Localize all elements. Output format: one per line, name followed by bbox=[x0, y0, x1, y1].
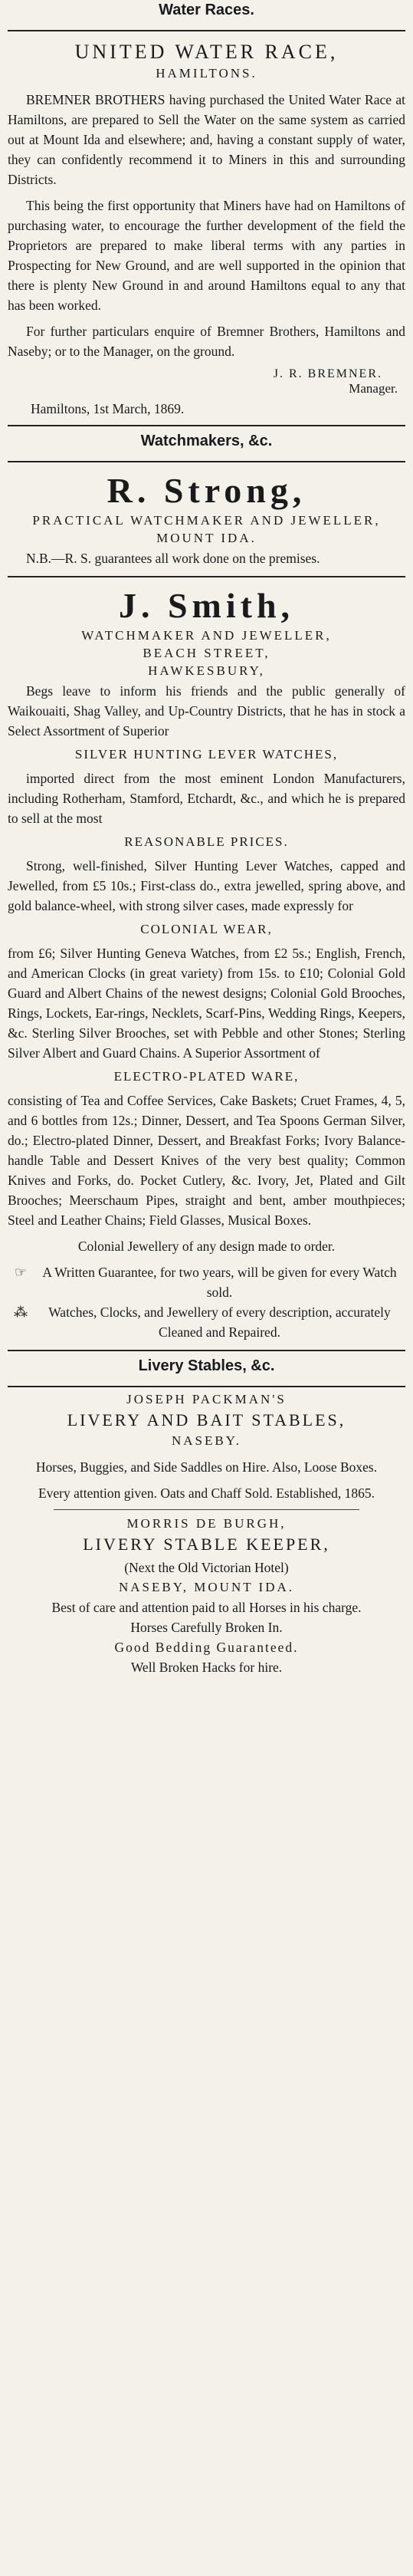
ad-paragraph: For further particulars enquire of Bremner Brothers, Hamiltons and Naseby; or to the Manager, on the ground. bbox=[8, 324, 405, 359]
ad-repairs-text: Watches, Clocks, and Jewellery of every description, accurately Cleaned and Repaired. bbox=[48, 1304, 391, 1340]
ad-place: HAMILTONS. bbox=[156, 66, 257, 81]
ad-trade: PRACTICAL WATCHMAKER AND JEWELLER, bbox=[32, 513, 381, 528]
section-rule bbox=[8, 1350, 405, 1351]
ad-place: NASEBY, MOUNT IDA. bbox=[118, 1580, 295, 1594]
ad-headline-livery-bait: LIVERY AND BAIT STABLES, bbox=[67, 1410, 346, 1429]
ad-dateline: Hamiltons, 1st March, 1869. bbox=[31, 401, 185, 416]
ad-address: (Next the Old Victorian Hotel) bbox=[124, 1560, 289, 1575]
ad-paragraph: Good Bedding Guaranteed. bbox=[114, 1640, 299, 1655]
ad-trade: WATCHMAKER AND JEWELLER, bbox=[81, 628, 332, 643]
ad-subhead: REASONABLE PRICES. bbox=[124, 834, 289, 849]
section-heading-livery-stables: Livery Stables, &c. bbox=[138, 1357, 275, 1374]
ad-place: MOUNT IDA. bbox=[156, 531, 257, 545]
section-rule bbox=[8, 30, 405, 31]
ad-street: BEACH STREET, bbox=[143, 646, 270, 660]
section-rule bbox=[8, 425, 405, 426]
ad-paragraph: Colonial Jewellery of any design made to order. bbox=[77, 1239, 336, 1254]
ad-subhead: SILVER HUNTING LEVER WATCHES, bbox=[74, 747, 339, 762]
ad-paragraph: Begs leave to inform his friends and the public generally of Waikouaiti, Shag Valley, and Up-Country Districts, that he has in stock a Select Assortment of Superior bbox=[8, 683, 405, 739]
ad-paragraph: Strong, well-finished, Silver Hunting Lever Watches, capped and Jewelled, from £5 10s.; First-class do., extra jewelled, spring above, and gold balance-wheel, with strong silver cases, made expressly for bbox=[8, 858, 405, 913]
ad-paragraph: consisting of Tea and Coffee Services, Cake Baskets; Cruet Frames, 4, 5, and 6 bottles from 12s.; Dinner, Dessert, and Tea Spoons German Silver, do.; Electro-plated Dinner, Dessert, and Breakfast Forks; Ivory Balance-handle Table and Dessert Knives of the very best quality; Common Knives and Forks, do. Pocket Cutlery, &c. Ivory, Jet, Plated and Gilt Brooches; Meerschaum Pipes, straight and bent, amber mouthpieces; Steel and Leather Chains; Field Glasses, Musical Boxes. bbox=[8, 1093, 405, 1228]
ad-paragraph: This being the first opportunity that Miners have had on Hamiltons of purchasing water, to encourage the further development of the field the Proprietors are prepared to make liberal terms with any parties in Prospecting for New Ground, and are well supported in the opinion that there is plenty New Ground in and around Hamiltons equal to any that has been worked. bbox=[8, 198, 405, 313]
section-heading-water-races: Water Races. bbox=[159, 2, 254, 18]
pointing-hand-icon: ☞ bbox=[14, 1265, 28, 1280]
ad-paragraph: Best of care and attention paid to all Horses in his charge. bbox=[51, 1600, 362, 1615]
ad-note: N.B.—R. S. guarantees all work done on the premises. bbox=[26, 551, 320, 566]
ad-paragraph: Horses Carefully Broken In. bbox=[130, 1620, 283, 1635]
ad-signature-role: Manager. bbox=[349, 381, 398, 396]
ad-owner: JOSEPH PACKMAN'S bbox=[126, 1392, 287, 1406]
ad-subhead: COLONIAL WEAR, bbox=[140, 922, 273, 936]
ad-paragraph: imported direct from the most eminent London Manufacturers, including Rotherham, Stamford, Etchardt, &c., and which he is prepared to sell at the most bbox=[8, 771, 405, 826]
section-rule bbox=[8, 1386, 405, 1387]
ad-paragraph: Well Broken Hacks for hire. bbox=[130, 1660, 283, 1675]
ad-paragraph: Horses, Buggies, and Side Saddles on Hire. Also, Loose Boxes. bbox=[35, 1459, 378, 1475]
ad-place: NASEBY. bbox=[171, 1433, 242, 1448]
ad-paragraph: Every attention given. Oats and Chaff Sold. Established, 1865. bbox=[38, 1485, 375, 1501]
ad-paragraph: BREMNER BROTHERS having purchased the United Water Race at Hamiltons, are prepared to Sell the Water on the same system as carried out at Mount Ida and elsewhere; and, having a constant supply of water, they can confidently recommend it to Miners in this and surrounding Districts. bbox=[8, 92, 405, 187]
ad-rule bbox=[8, 576, 405, 577]
ad-rule bbox=[54, 1509, 359, 1510]
section-rule bbox=[8, 461, 405, 462]
ad-subhead: ELECTRO-PLATED WARE, bbox=[113, 1069, 300, 1084]
ad-guarantee-text: A Written Guarantee, for two years, will be given for every Watch sold. bbox=[42, 1265, 397, 1300]
section-heading-watchmakers: Watchmakers, &c. bbox=[140, 433, 273, 449]
ad-guarantee bbox=[8, 1262, 405, 1302]
ad-signature: J. R. BREMNER. bbox=[273, 367, 382, 380]
ad-headline-livery-keeper: LIVERY STABLE KEEPER, bbox=[83, 1535, 330, 1554]
asterism-icon: ⁂ bbox=[14, 1304, 28, 1320]
ad-headline-united-water-race: UNITED WATER RACE, bbox=[74, 41, 339, 63]
ad-town: HAWKESBURY, bbox=[148, 663, 265, 678]
ad-name-strong: R. Strong, bbox=[107, 471, 306, 510]
ad-owner: MORRIS DE BURGH, bbox=[126, 1516, 287, 1531]
ad-paragraph: from £6; Silver Hunting Geneva Watches, from £2 5s.; English, French, and American Clocks (in great variety) from 15s. to £10; Colonial Gold Guard and Albert Chains of the newest designs; Colonial Gold Brooches, Rings, Lockets, Ear-rings, Necklets, Scarf-Pins, Wedding Rings, Keepers, &c. Sterling Silver Brooches, set with Pebble and other Stones; Sterling Silver Albert and Guard Chains. A Superior Assortment of bbox=[8, 946, 405, 1061]
ad-repairs bbox=[8, 1302, 405, 1342]
ad-name-smith: J. Smith, bbox=[118, 586, 295, 625]
